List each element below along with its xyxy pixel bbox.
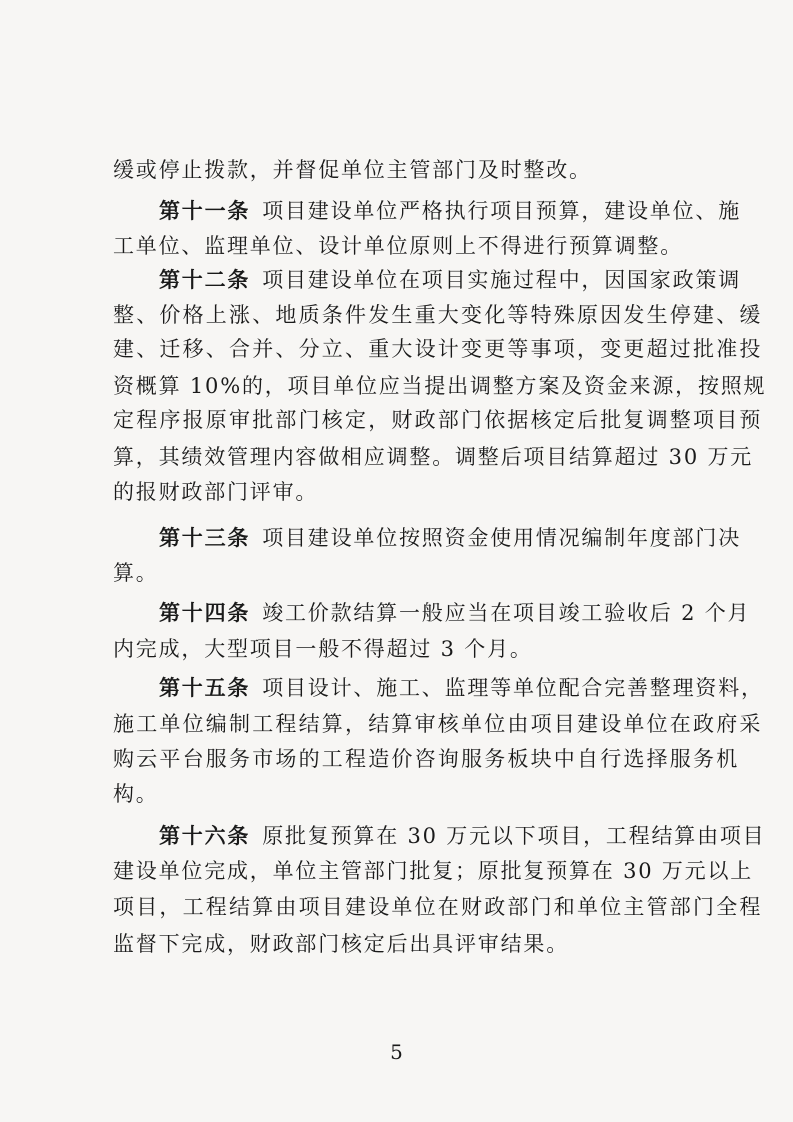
article-label: 第十三条 xyxy=(159,525,251,550)
line-text: 项目，工程结算由项目建设单位在财政部门和单位主管部门全程 xyxy=(113,895,763,919)
page-number: 5 xyxy=(390,1040,403,1064)
text-line xyxy=(0,194,793,228)
text-line xyxy=(0,742,793,776)
text-line xyxy=(0,229,793,263)
text-line xyxy=(0,671,793,705)
text-line xyxy=(0,632,793,666)
text-line xyxy=(0,440,793,474)
line-text: 构。 xyxy=(113,782,159,806)
text-line xyxy=(0,403,793,437)
line-text: 缓或停止拨款，并督促单位主管部门及时整改。 xyxy=(113,158,592,182)
text-line xyxy=(0,153,793,187)
text-line xyxy=(0,369,793,403)
text-line xyxy=(0,556,793,590)
line-text: 工单位、监理单位、设计单位原则上不得进行预算调整。 xyxy=(113,234,683,258)
text-line xyxy=(0,298,793,332)
line-text: 的报财政部门评审。 xyxy=(113,480,319,504)
line-text: 算。 xyxy=(113,561,159,585)
article-label: 第十六条 xyxy=(159,823,251,848)
text-line xyxy=(0,854,793,888)
text-line xyxy=(0,521,793,555)
line-text: 竣工价款结算一般应当在项目竣工验收后 2 个月 xyxy=(262,601,751,625)
text-line xyxy=(0,475,793,509)
article-label: 第十四条 xyxy=(159,600,251,625)
line-text: 建、迁移、合并、分立、重大设计变更等事项，变更超过批准投 xyxy=(113,337,763,361)
line-text: 项目建设单位严格执行项目预算，建设单位、施 xyxy=(262,199,742,223)
text-line xyxy=(0,707,793,741)
article-label: 第十二条 xyxy=(159,267,251,292)
text-line xyxy=(0,332,793,366)
line-text: 项目建设单位按照资金使用情况编制年度部门决 xyxy=(262,526,742,550)
text-line xyxy=(0,596,793,630)
article-label: 第十五条 xyxy=(159,675,251,700)
text-line xyxy=(0,927,793,961)
line-text: 整、价格上涨、地质条件发生重大变化等特殊原因发生停建、缓 xyxy=(113,303,763,327)
line-text: 资概算 10%的，项目单位应当提出调整方案及资金来源，按照规 xyxy=(113,374,767,398)
text-line xyxy=(0,890,793,924)
line-text: 购云平台服务市场的工程造价咨询服务板块中自行选择服务机 xyxy=(113,747,740,771)
text-line xyxy=(0,819,793,853)
line-text: 项目建设单位在项目实施过程中，因国家政策调 xyxy=(262,268,742,292)
text-line xyxy=(0,263,793,297)
line-text: 定程序报原审批部门核定，财政部门依据核定后批复调整项目预 xyxy=(113,408,763,432)
line-text: 内完成，大型项目一般不得超过 3 个月。 xyxy=(113,637,533,661)
line-text: 项目设计、施工、监理等单位配合完善整理资料， xyxy=(262,676,764,700)
line-text: 施工单位编制工程结算，结算审核单位由项目建设单位在政府采 xyxy=(113,712,763,736)
article-label: 第十一条 xyxy=(159,198,251,223)
line-text: 监督下完成，财政部门核定后出具评审结果。 xyxy=(113,932,569,956)
line-text: 建设单位完成，单位主管部门批复；原批复预算在 30 万元以上 xyxy=(113,859,754,883)
line-text: 原批复预算在 30 万元以下项目，工程结算由项目 xyxy=(262,824,766,848)
text-line xyxy=(0,777,793,811)
line-text: 算，其绩效管理内容做相应调整。调整后项目结算超过 30 万元 xyxy=(113,445,754,469)
